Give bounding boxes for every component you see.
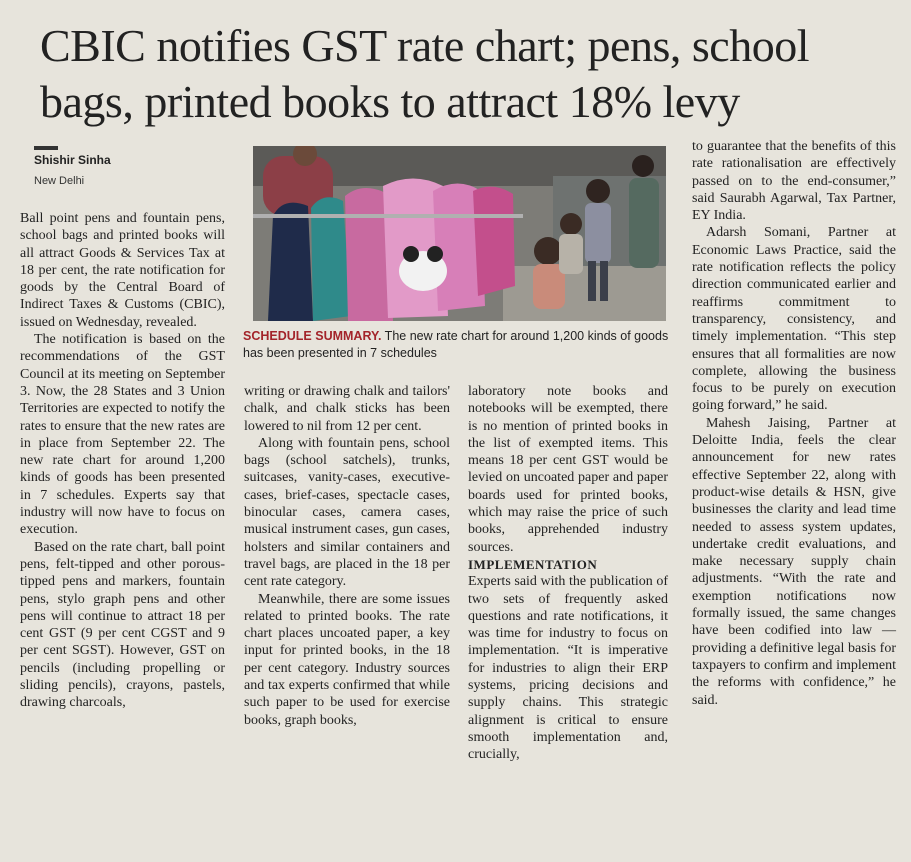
column-4 bbox=[692, 138, 896, 709]
paragraph: Along with fountain pens, school bags (school satchels), trunks, suitcases, vanity-cases, executive-cases, brief-cases, spectacle cases, binocular cases, camera cases, musical instrument cases, gun cases, holsters and similar containers and travel bags, are placed in the 18 per cent rate category. bbox=[244, 435, 450, 590]
section-subhead: IMPLEMENTATION bbox=[468, 556, 598, 572]
paragraph: laboratory note books and notebooks will be exempted, there is no mention of printed books in the list of exempted items. This means 18 per cent GST would be levied on uncoated paper and paper boards used for printed books, which may raise the price of such books, apprehended industry sources. bbox=[468, 384, 668, 555]
column-2 bbox=[244, 383, 450, 729]
paragraph: Mahesh Jaising, Partner at Deloitte India, feels the clear announcement for new rates effective September 22, along with product-wise details & HSN, give businesses the clarity and lead time needed to assess system updates, undertake credit evaluations, and make necessary supply chain adjustments. “With the rate and exemption notifications now formally issued, the same changes have been codified into law — providing a definitive legal basis for taxpayers to confirm and implement the reforms with confidence,” he said. bbox=[692, 415, 896, 708]
news-photo bbox=[253, 146, 666, 321]
caption-label: SCHEDULE SUMMARY. bbox=[243, 329, 382, 343]
paragraph: to guarantee that the benefits of this rate rationalisation are effectively passed on to the end-consumer,” said Saurabh Agarwal, Tax Partner, EY India. bbox=[692, 139, 896, 224]
paragraph: Based on the rate chart, ball point pens, felt-tipped and other porous-tipped pens and markers, fountain pens, stylo graph pens and other pens will continue to attract 18 per cent GST (9 per cent CGST and 9 per cent SGST). However, GST on pencils (including propelling or sliding pencils), crayons, pastels, drawing charcoals, bbox=[20, 539, 225, 711]
dateline: New Delhi bbox=[34, 175, 85, 187]
byline-rule bbox=[34, 146, 58, 150]
photo-caption bbox=[243, 328, 673, 362]
headline: CBIC notifies GST rate chart; pens, school bags, printed books to attract 18% levy bbox=[40, 20, 809, 127]
paragraph: writing or drawing chalk and tailors' chalk, and chalk sticks has been lowered to nil from 12 per cent. bbox=[244, 384, 450, 434]
paragraph: Adarsh Somani, Partner at Economic Laws Practice, said the rate notification reflects the policy direction communicated earlier and reaffirms commitment to transparency, consistency, and timely implementation. “This step ensures that all formalities are now complete, allowing the business focus to be purely on execution going forward,” he said. bbox=[692, 225, 896, 414]
column-1 bbox=[20, 210, 225, 712]
paragraph: Experts said with the publication of two sets of frequently asked questions and rate notifications, it was time for industry to focus on implementation. “It is imperative for industries to align their ERP systems, pricing decisions and supply chains. This strategic alignment is critical to ensure smooth implementation and, crucially, bbox=[468, 574, 668, 763]
paragraph: Ball point pens and fountain pens, school bags and printed books will all attract Goods & Services Tax at 18 per cent, the rate notification for goods by the Central Board of Indirect Taxes & Customs (CBIC), issued on Wednesday, revealed. bbox=[20, 211, 225, 330]
paragraph: The notification is based on the recommendations of the GST Council at its meeting on September 3. Now, the 28 States and 3 Union Territories are expected to notify the rates to ensure that the new rates are in place from September 22. The new rate chart for around 1,200 kinds of goods has been presented in 7 schedules. Experts say that industry will now have to focus on execution. bbox=[20, 332, 225, 538]
byline: Shishir Sinha bbox=[34, 153, 111, 167]
paragraph: Meanwhile, there are some issues related to printed books. The rate chart places uncoated paper, a key input for printed books, in the 18 per cent category. Industry sources and tax experts confirmed that while such paper to be used for exercise books, graph books, bbox=[244, 591, 450, 728]
photo-illustration bbox=[253, 146, 666, 321]
column-3 bbox=[468, 383, 668, 764]
caption-text: The new rate chart for around 1,200 kinds of goods has been presented in 7 schedules bbox=[243, 329, 669, 360]
